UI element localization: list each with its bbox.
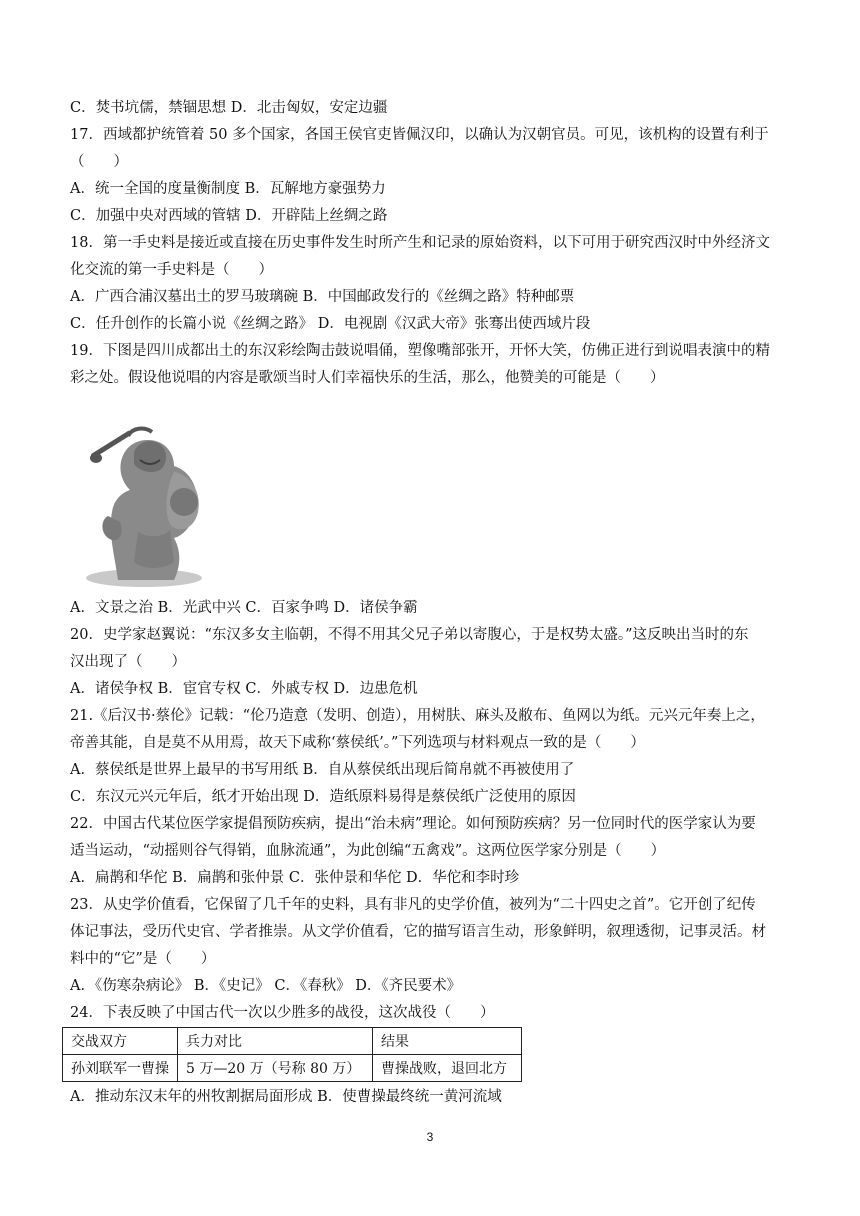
q19-stem: 19．下图是四川成都出土的东汉彩绘陶击鼓说唱俑，塑像嘴部张开，开怀大笑，仿佛正进行到说唱表演中的精 [70,343,770,359]
table-row [63,1055,522,1082]
q18-options-ab: A．广西合浦汉墓出土的罗马玻璃碗 B．中国邮政发行的《丝绸之路》特种邮票 [70,289,575,305]
table-header-cell: 结果 [373,1028,522,1055]
q17-stem: 17．西域都护统管着 50 多个国家，各国王侯官吏皆佩汉印，以确认为汉朝官员。可见，该机构的设置有利于 [70,127,769,143]
q17-stem-bracket: （ ） [70,154,128,170]
q21-stem-cont: 帝善其能，自是莫不从用焉，故天下咸称‘蔡侯纸’。”下列选项与材料观点一致的是（ ） [70,735,645,751]
q22-stem: 22．中国古代某位医学家提倡预防疾病，提出“治未病”理论。如何预防疾病？另一位同时代的医学家认为要 [70,816,756,832]
q17-options-ab: A．统一全国的度量衡制度 B．瓦解地方豪强势力 [70,181,386,197]
table-cell: 5 万—20 万（号称 80 万） [178,1055,373,1082]
q18-stem: 18．第一手史料是接近或直接在历史事件发生时所产生和记录的原始资料，以下可用于研究西汉时中外经济文 [70,235,770,251]
q23-stem-end: 料中的“它”是（ ） [70,951,216,967]
q23-options: A．《伤寒杂病论》 B．《史记》 C．《春秋》 D．《齐民要术》 [70,978,462,994]
q20-stem: 20．史学家赵翼说：“东汉多女主临朝，不得不用其父兄子弟以寄腹心，于是权势太盛。”这反映出当时的东 [70,627,749,643]
q24-stem: 24．下表反映了中国古代一次以少胜多的战役，这次战役（ ） [70,1005,495,1021]
q19-stem-cont: 彩之处。假设他说唱的内容是歌颂当时人们幸福快乐的生活，那么，他赞美的可能是（ ） [70,370,665,386]
q21-options-ab: A．蔡侯纸是世界上最早的书写用纸 B．自从蔡侯纸出现后简帛就不再被使用了 [70,762,575,778]
q24-options-ab: A．推动东汉末年的州牧割据局面形成 B．使曹操最终统一黄河流域 [70,1089,502,1105]
table-header-cell: 交战双方 [63,1028,178,1055]
table-cell: 曹操战败，退回北方 [373,1055,522,1082]
table-header-row [63,1028,522,1055]
table-cell: 孙刘联军一曹操 [63,1055,178,1082]
q18-options-cd: C．任升创作的长篇小说《丝绸之路》 D．电视剧《汉武大帝》张骞出使西域片段 [70,316,591,332]
storyteller-figurine-image [78,412,206,587]
q22-stem-cont: 适当运动，“动摇则谷气得销，血脉流通”，为此创编“五禽戏”。这两位医学家分别是（ ） [70,843,666,859]
q21-stem: 21.《后汉书·蔡伦》记载：“伦乃造意（发明、创造），用树肤、麻头及敝布、鱼网以为纸。元兴元年奏上之， [70,708,765,724]
q17-options-cd: C．加强中央对西域的管辖 D．开辟陆上丝绸之路 [70,208,388,224]
q23-stem-cont: 体记事法，受历代史官、学者推崇。从文学价值看，它的描写语言生动，形象鲜明，叙理透彻，记事灵活。材 [70,924,766,940]
q22-options: A．扁鹊和华佗 B．扁鹊和张仲景 C．张仲景和华佗 D．华佗和李时珍 [70,870,520,886]
q16-options-cd: C．焚书坑儒，禁锢思想 D．北击匈奴，安定边疆 [70,100,388,116]
q20-options: A．诸侯争权 B．宦官专权 C．外戚专权 D．边患危机 [70,681,418,697]
battle-table [62,1027,522,1082]
q18-stem-cont: 化交流的第一手史料是（ ） [70,262,273,278]
page-number: 3 [426,1130,434,1144]
table-header-cell: 兵力对比 [178,1028,373,1055]
q19-options: A．文景之治 B．光武中兴 C．百家争鸣 D．诸侯争霸 [70,600,418,616]
q23-stem: 23．从史学价值看，它保留了几千年的史料，具有非凡的史学价值，被列为“二十四史之首”。它开创了纪传 [70,897,756,913]
q20-stem-cont: 汉出现了（ ） [70,654,186,670]
q21-options-cd: C．东汉元兴元年后，纸才开始出现 D．造纸原料易得是蔡侯纸广泛使用的原因 [70,789,576,805]
